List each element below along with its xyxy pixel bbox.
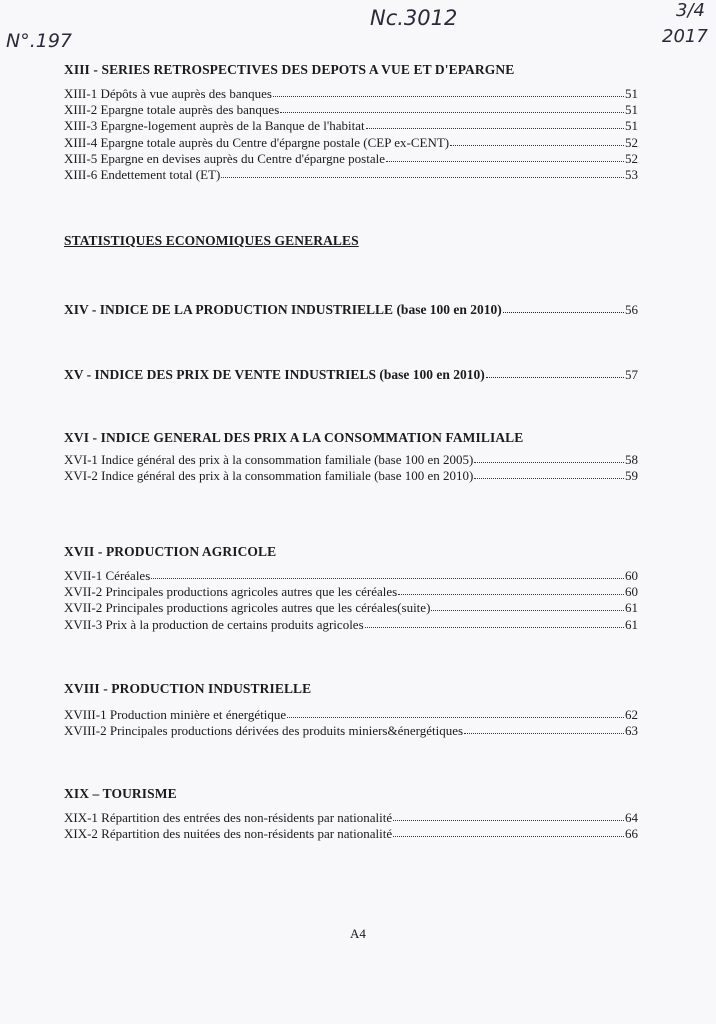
dot-leader <box>474 468 624 479</box>
toc-entry-page: 64 <box>625 810 638 825</box>
dot-leader <box>365 617 624 628</box>
part-heading: STATISTIQUES ECONOMIQUES GENERALES <box>64 233 359 248</box>
toc-entry <box>64 707 638 723</box>
toc-entry <box>64 810 638 826</box>
dot-leader <box>503 302 624 313</box>
toc-entry-label: XVII-3 Prix à la production de certains produits agricoles <box>64 616 364 632</box>
dot-leader <box>431 600 624 611</box>
section-xiii <box>64 62 638 183</box>
toc-heading-entry <box>64 302 638 318</box>
toc-entry-label: XVII-2 Principales productions agricoles autres que les céréales(suite) <box>64 600 431 616</box>
section-xix <box>64 786 638 842</box>
toc-entry <box>64 723 638 739</box>
toc-entry-label: XVI-1 Indice général des prix à la consommation familiale (base 100 en 2005) <box>64 452 474 467</box>
section-xvi <box>64 430 638 484</box>
toc-entry-label: XIX-2 Répartition des nuitées des non-résidents par nationalité <box>64 826 393 842</box>
toc-entry-label: XVII-1 Céréales <box>64 568 151 583</box>
dot-leader <box>386 151 624 162</box>
dot-leader <box>398 584 624 595</box>
toc-entry-page: 56 <box>625 302 638 317</box>
toc-entry-label: XVI-2 Indice général des prix à la consommation familiale (base 100 en 2010) <box>64 468 474 484</box>
handwritten-fraction-right: 3/4 <box>676 0 705 21</box>
toc-entry-page: 58 <box>625 452 638 467</box>
dot-leader <box>450 135 624 146</box>
toc-entry <box>64 826 638 842</box>
section-heading: XV - INDICE DES PRIX DE VENTE INDUSTRIELS (base 100 en 2010) <box>64 367 485 382</box>
toc-entry-label: XIII-3 Epargne-logement auprès de la Banque de l'habitat <box>64 118 365 134</box>
toc-entry-label: XIII-1 Dépôts à vue auprès des banques <box>64 86 272 101</box>
section-heading: XIII - SERIES RETROSPECTIVES DES DEPOTS A VUE ET D'EPARGNE <box>64 62 515 77</box>
handwritten-number-left: N°.197 <box>6 30 73 52</box>
toc-entry-page: 51 <box>625 102 638 118</box>
page-number: A4 <box>350 926 366 941</box>
toc-entry-label: XVIII-1 Production minière et énergétique <box>64 707 287 722</box>
toc-entry <box>64 452 638 468</box>
dot-leader <box>486 367 624 378</box>
toc-entry-label: XIII-6 Endettement total (ET) <box>64 166 221 182</box>
dot-leader <box>287 707 624 718</box>
toc-entry-page: 61 <box>625 600 638 616</box>
toc-entry-page: 66 <box>625 826 638 842</box>
toc-entry <box>64 617 638 633</box>
toc-entry <box>64 102 638 118</box>
toc-entry-page: 62 <box>625 707 638 722</box>
toc-heading-entry <box>64 367 638 383</box>
toc-entry-label: XVIII-2 Principales productions dérivées des produits miniers&énergétiques <box>64 723 464 739</box>
toc-entry-page: 60 <box>625 584 638 600</box>
section-heading: XVIII - PRODUCTION INDUSTRIELLE <box>64 681 312 696</box>
toc-entry <box>64 118 638 134</box>
section-heading: XVI - INDICE GENERAL DES PRIX A LA CONSOMMATION FAMILIALE <box>64 430 524 445</box>
toc-entry-page: 59 <box>625 468 638 484</box>
section-heading: XIV - INDICE DE LA PRODUCTION INDUSTRIELLE (base 100 en 2010) <box>64 302 502 317</box>
dot-leader <box>393 826 624 837</box>
section-xvii <box>64 544 638 633</box>
section-statistiques <box>64 233 638 249</box>
toc-entry-label: XIII-5 Epargne en devises auprès du Centre d'épargne postale <box>64 150 385 166</box>
toc-entry-label: XIX-1 Répartition des entrées des non-résidents par nationalité <box>64 810 393 825</box>
section-xv <box>64 367 638 383</box>
dot-leader <box>151 568 624 579</box>
toc-entry-page: 57 <box>625 367 638 382</box>
toc-entry-page: 63 <box>625 723 638 739</box>
dot-leader <box>464 723 624 734</box>
toc-entry <box>64 568 638 584</box>
dot-leader <box>221 167 624 178</box>
dot-leader <box>280 102 624 113</box>
dot-leader <box>393 810 624 821</box>
toc-entry-page: 51 <box>625 86 638 101</box>
toc-entry <box>64 468 638 484</box>
toc-entry <box>64 584 638 600</box>
toc-entry <box>64 86 638 102</box>
toc-entry <box>64 135 638 151</box>
toc-entry-page: 61 <box>625 616 638 632</box>
toc-entry-page: 52 <box>625 150 638 166</box>
toc-entry <box>64 600 638 616</box>
handwritten-number-center: Nc.3012 <box>370 6 458 30</box>
toc-entry-page: 51 <box>625 118 638 134</box>
dot-leader <box>474 452 624 463</box>
toc-entry-label: XIII-4 Epargne totale auprès du Centre d'épargne postale (CEP ex-CENT) <box>64 134 450 150</box>
dot-leader <box>366 118 624 129</box>
toc-entry-page: 53 <box>625 166 638 182</box>
handwritten-year-right: 2017 <box>662 26 708 47</box>
toc-entry-label: XIII-2 Epargne totale auprès des banques <box>64 102 280 118</box>
toc-entry-label: XVII-2 Principales productions agricoles autres que les céréales <box>64 584 398 600</box>
dot-leader <box>273 86 624 97</box>
section-heading: XIX – TOURISME <box>64 786 177 801</box>
section-xiv <box>64 302 638 318</box>
section-heading: XVII - PRODUCTION AGRICOLE <box>64 544 277 559</box>
toc-entry-page: 60 <box>625 568 638 583</box>
section-xviii <box>64 681 638 739</box>
toc-entry-page: 52 <box>625 134 638 150</box>
toc-entry <box>64 167 638 183</box>
toc-entry <box>64 151 638 167</box>
